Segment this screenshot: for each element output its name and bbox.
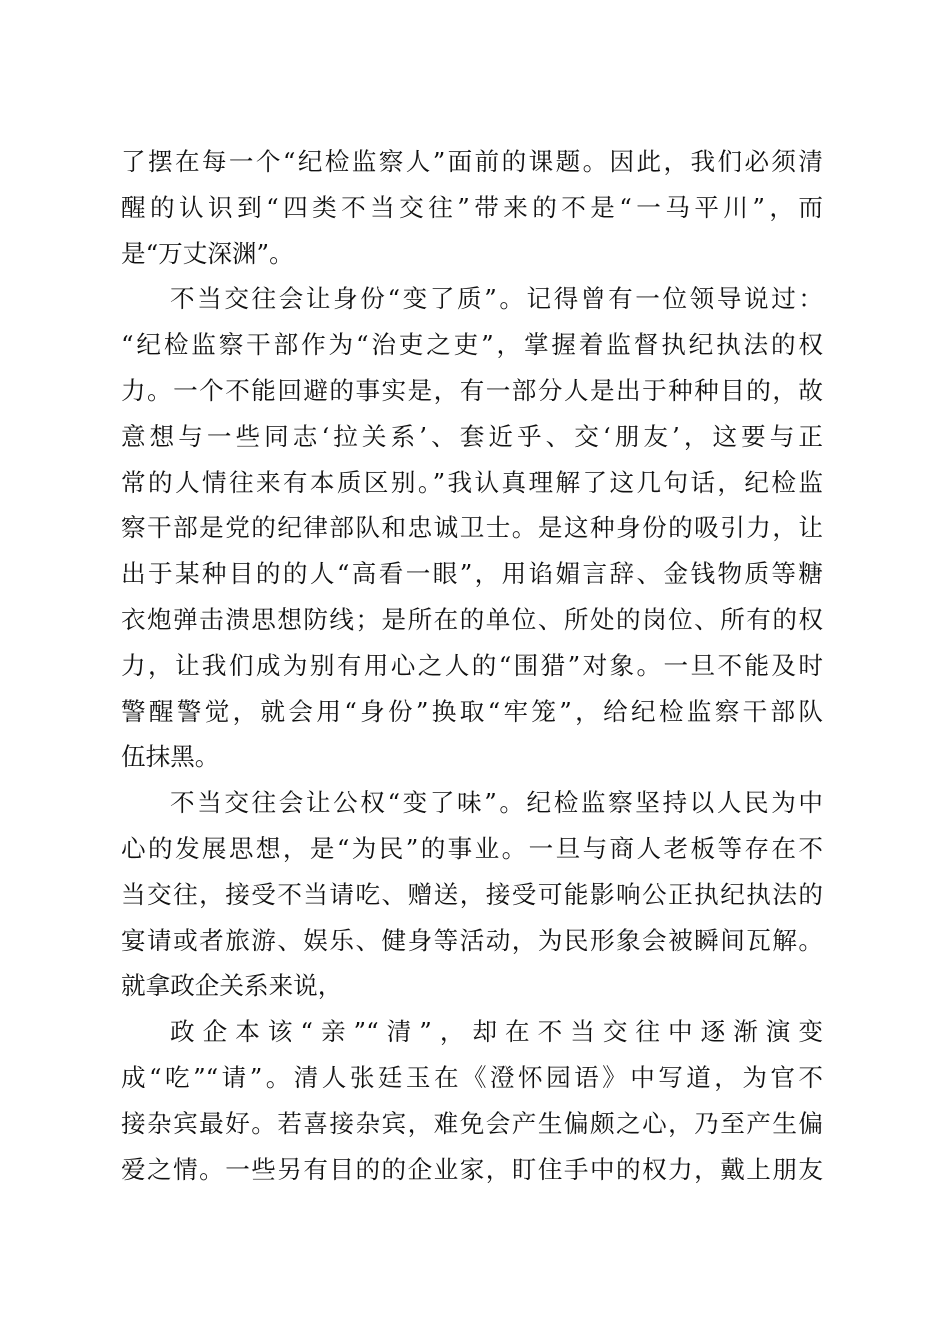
text-line: 当交往，接受不当请吃、赠送，接受可能影响公正执纪执法的 [121, 879, 823, 909]
text-line: 出于某种目的的人“高看一眼”，用谄媚言辞、金钱物质等糖 [121, 559, 823, 589]
text-line: 政企本该“亲”“清”，却在不当交往中逐渐演变 [170, 1017, 823, 1047]
text-line: 衣炮弹击溃思想防线；是所在的单位、所处的岗位、所有的权 [121, 604, 823, 634]
text-line: 伍抹黑。 [121, 742, 220, 772]
text-line: 是“万丈深渊”。 [121, 238, 294, 268]
text-line: 不当交往会让身份“变了质”。记得曾有一位领导说过： [170, 284, 823, 314]
text-line: 意想与一些同志‘拉关系’、套近乎、交‘朋友’，这要与正 [121, 421, 823, 451]
text-line: 成“吃”“请”。清人张廷玉在《澄怀园语》中写道，为官不 [121, 1062, 823, 1092]
text-line: 不当交往会让公权“变了味”。纪检监察坚持以人民为中 [170, 788, 823, 818]
body-text [121, 139, 823, 1192]
text-line: 宴请或者旅游、娱乐、健身等活动，为民形象会被瞬间瓦解。 [121, 925, 823, 955]
text-line: 醒的认识到“四类不当交往”带来的不是“一马平川”，而 [121, 192, 823, 222]
text-line: 力，让我们成为别有用心之人的“围猎”对象。一旦不能及时 [121, 650, 823, 680]
text-line: 察干部是党的纪律部队和忠诚卫士。是这种身份的吸引力，让 [121, 513, 823, 543]
text-line: 心的发展思想，是“为民”的事业。一旦与商人老板等存在不 [121, 833, 823, 863]
text-line: 警醒警觉，就会用“身份”换取“牢笼”，给纪检监察干部队 [121, 696, 823, 726]
text-line: 爱之情。一些另有目的的企业家，盯住手中的权力，戴上朋友 [121, 1154, 823, 1184]
text-line: 了摆在每一个“纪检监察人”面前的课题。因此，我们必须清 [121, 147, 823, 176]
text-line: 常的人情往来有本质区别。”我认真理解了这几句话，纪检监 [121, 467, 823, 497]
text-line: “纪检监察干部作为“治吏之吏”，掌握着监督执纪执法的权 [121, 330, 823, 360]
text-line: 就拿政企关系来说， [121, 971, 343, 1001]
text-line: 力。一个不能回避的事实是，有一部分人是出于种种目的，故 [121, 375, 823, 405]
text-line: 接杂宾最好。若喜接杂宾，难免会产生偏颇之心，乃至产生偏 [121, 1108, 823, 1138]
